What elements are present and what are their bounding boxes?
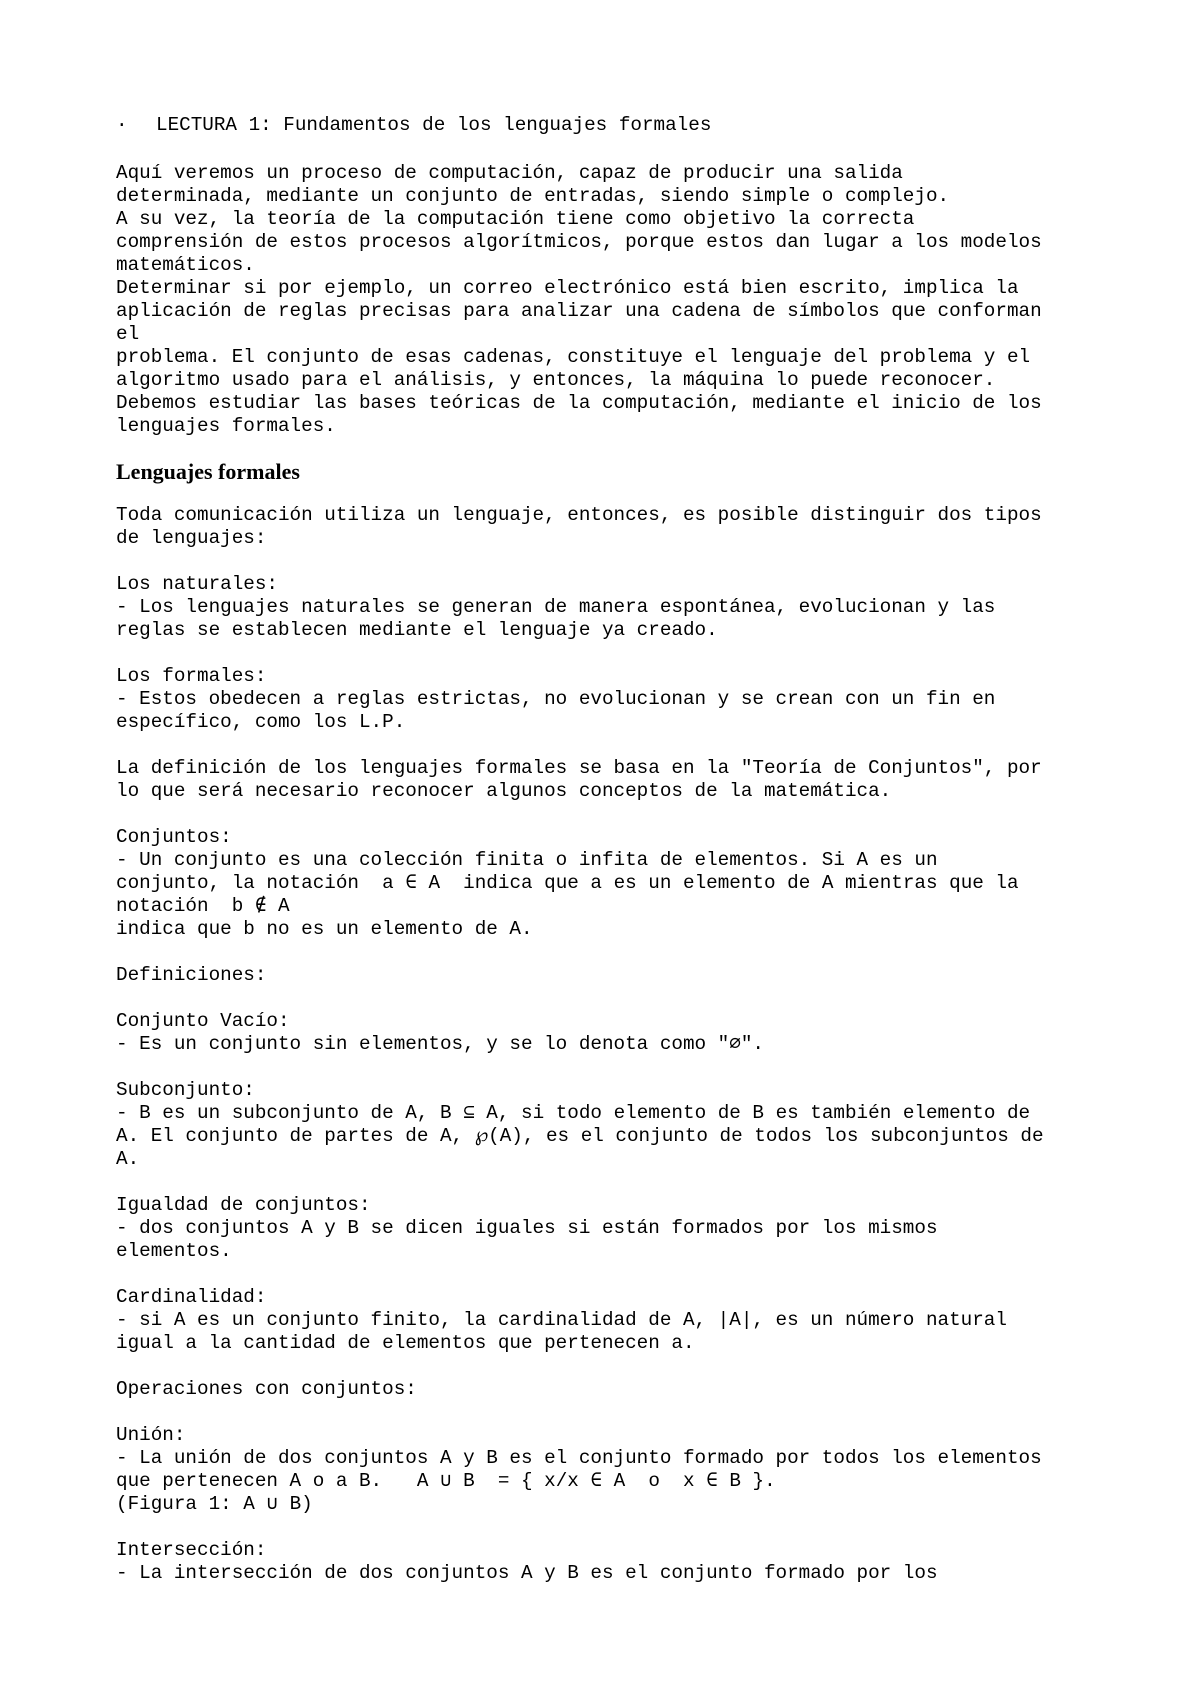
text-line: Definiciones: xyxy=(116,964,267,986)
text-line: A su vez, la teoría de la computación tiene como objetivo la correcta xyxy=(116,208,915,230)
text-line: problema. El conjunto de esas cadenas, constituye el lenguaje del problema y el xyxy=(116,346,1031,368)
text-line: - B es un subconjunto de A, B ⊆ A, si todo elemento de B es también elemento de xyxy=(116,1102,1031,1124)
text-line: Unión: xyxy=(116,1424,186,1446)
text-line: lo que será necesario reconocer algunos conceptos de la matemática. xyxy=(116,780,892,802)
text-line: - La unión de dos conjuntos A y B es el conjunto formado por todos los elementos xyxy=(116,1447,1042,1469)
lecture-title: LECTURA 1: Fundamentos de los lenguajes formales xyxy=(156,114,712,136)
text-line: de lenguajes: xyxy=(116,527,267,549)
text-line: Los formales: xyxy=(116,665,267,687)
blank-line xyxy=(116,803,1126,826)
text-line: lenguajes formales. xyxy=(116,415,336,437)
blank-line xyxy=(116,941,1126,964)
document-page xyxy=(116,114,1126,1585)
text-line: - Los lenguajes naturales se generan de manera espontánea, evolucionan y las xyxy=(116,596,996,618)
text-line: - si A es un conjunto finito, la cardinalidad de A, |A|, es un número natural xyxy=(116,1309,1007,1331)
text-line: comprensión de estos procesos algorítmicos, porque estos dan lugar a los modelos xyxy=(116,231,1042,253)
text-line: conjunto, la notación a ∈ A indica que a es un elemento de A mientras que la xyxy=(116,872,1019,894)
text-line: Cardinalidad: xyxy=(116,1286,267,1308)
text-line: (Figura 1: A ∪ B) xyxy=(116,1493,313,1515)
blank-line xyxy=(116,987,1126,1010)
text-line: Toda comunicación utiliza un lenguaje, entonces, es posible distinguir dos tipos xyxy=(116,504,1042,526)
text-line: Operaciones con conjuntos: xyxy=(116,1378,417,1400)
text-line: Determinar si por ejemplo, un correo electrónico está bien escrito, implica la xyxy=(116,277,1019,299)
blank-line xyxy=(116,550,1126,573)
text-line: Subconjunto: xyxy=(116,1079,255,1101)
text-line: determinada, mediante un conjunto de entradas, siendo simple o complejo. xyxy=(116,185,950,207)
text-line: algoritmo usado para el análisis, y entonces, la máquina lo puede reconocer. xyxy=(116,369,996,391)
blank-line xyxy=(116,1263,1126,1286)
blank-line xyxy=(116,1171,1126,1194)
text-line: Intersección: xyxy=(116,1539,267,1561)
blank-line xyxy=(116,734,1126,757)
text-line: - Estos obedecen a reglas estrictas, no evolucionan y se crean con un fin en xyxy=(116,688,996,710)
text-line: Debemos estudiar las bases teóricas de la computación, mediante el inicio de los xyxy=(116,392,1042,414)
text-line: - dos conjuntos A y B se dicen iguales si están formados por los mismos xyxy=(116,1217,938,1239)
text-line: que pertenecen A o a B. A ∪ B = { x/x ∈ A o x ∈ B }. xyxy=(116,1470,776,1492)
text-line: aplicación de reglas precisas para analizar una cadena de símbolos que conforman xyxy=(116,300,1042,322)
text-line: A. El conjunto de partes de A, ℘(A), es el conjunto de todos los subconjuntos de xyxy=(116,1125,1044,1147)
text-line: específico, como los L.P. xyxy=(116,711,406,733)
intro-paragraph xyxy=(116,162,1126,438)
text-line: el xyxy=(116,323,140,345)
text-line: La definición de los lenguajes formales se basa en la "Teoría de Conjuntos", por xyxy=(116,757,1042,779)
text-line: indica que b no es un elemento de A. xyxy=(116,918,533,940)
text-line: Conjuntos: xyxy=(116,826,232,848)
text-line: elementos. xyxy=(116,1240,232,1262)
section-heading: Lenguajes formales xyxy=(116,459,300,484)
text-line: - Un conjunto es una colección finita o infita de elementos. Si A es un xyxy=(116,849,938,871)
text-line: reglas se establecen mediante el lenguaje ya creado. xyxy=(116,619,718,641)
blank-line xyxy=(116,642,1126,665)
blank-line xyxy=(116,1355,1126,1378)
body-text xyxy=(116,504,1126,1585)
text-line: Aquí veremos un proceso de computación, capaz de producir una salida xyxy=(116,162,903,184)
bullet-icon: · xyxy=(116,114,128,136)
text-line: Igualdad de conjuntos: xyxy=(116,1194,371,1216)
text-line: Conjunto Vacío: xyxy=(116,1010,290,1032)
text-line: - La intersección de dos conjuntos A y B es el conjunto formado por los xyxy=(116,1562,938,1584)
blank-line xyxy=(116,1401,1126,1424)
text-line: matemáticos. xyxy=(116,254,255,276)
lecture-title-line xyxy=(116,114,1126,137)
text-line: Los naturales: xyxy=(116,573,278,595)
text-line: - Es un conjunto sin elementos, y se lo denota como "∅". xyxy=(116,1033,764,1055)
text-line: A. xyxy=(116,1148,140,1170)
text-line: notación b ∉ A xyxy=(116,895,290,917)
text-line: igual a la cantidad de elementos que pertenecen a. xyxy=(116,1332,695,1354)
blank-line xyxy=(116,1516,1126,1539)
blank-line xyxy=(116,1056,1126,1079)
